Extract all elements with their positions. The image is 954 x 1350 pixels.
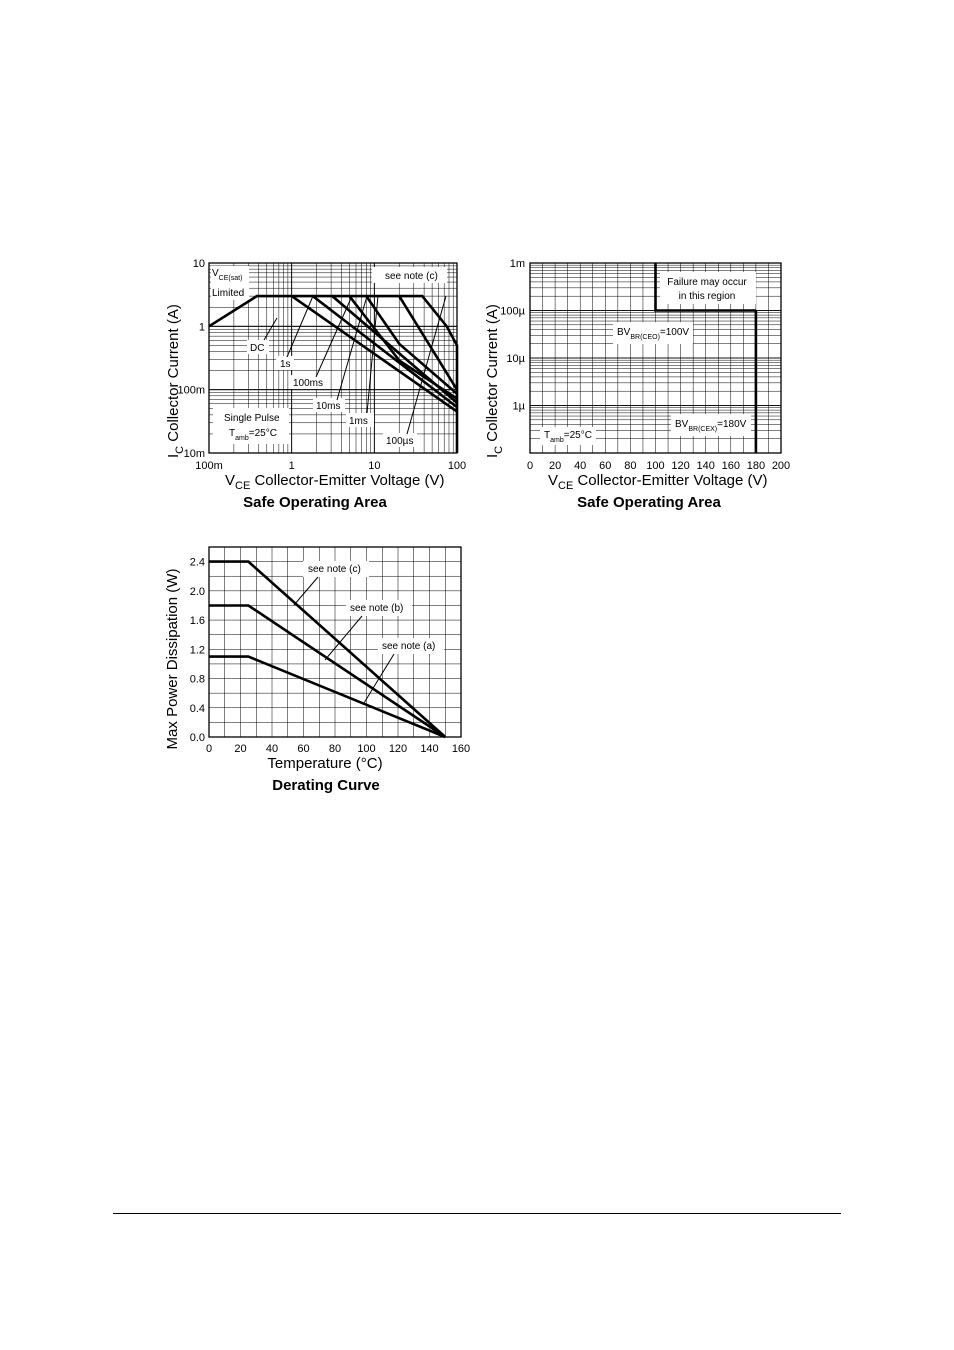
x-axis-title: $V_{CE}$ Collector-Emitter Voltage (V): [225, 472, 445, 492]
note-b-label: see note (b): [350, 603, 404, 614]
x-tick-label-4: 80: [624, 460, 637, 472]
chart-title: Safe Operating Area: [243, 494, 387, 511]
x-tick-label-5: 100: [357, 743, 376, 755]
tamb-label: $T_{amb}=25^\circ C$: [544, 430, 592, 444]
y-axis-title: Max Power Dissipation (W): [164, 568, 181, 750]
y-tick-label-5: 2.0: [189, 585, 205, 598]
x-tick-label-10: 200: [771, 460, 791, 472]
y-axis-title: $I_C$ Collector Current (A): [165, 304, 186, 458]
soa-log-series-4: [349, 296, 457, 394]
x-tick-label-7: 140: [420, 743, 439, 755]
chart-title: Safe Operating Area: [577, 494, 721, 511]
single-pulse-label: Single Pulse: [224, 413, 280, 424]
y-tick-label-1: 100m: [177, 384, 205, 397]
x-tick-label-1: 20: [548, 460, 562, 472]
derating-chart: [164, 547, 470, 794]
note-a-label: see note (a): [382, 641, 436, 652]
x-tick-label-3: 60: [297, 743, 310, 755]
one-ms-series-label: 1ms: [349, 416, 368, 427]
x-tick-label-1: 1: [288, 460, 295, 472]
x-tick-label-0: 100m: [195, 460, 223, 472]
dc-series-label: DC: [250, 343, 265, 354]
x-tick-label-7: 140: [696, 460, 715, 472]
hundred-us-series-label: 100µs: [386, 436, 414, 447]
derating-series-2: [209, 657, 445, 737]
chart-title: Derating Curve: [272, 777, 380, 794]
hundred-ms-series-label: 100ms: [293, 378, 324, 389]
x-axis-title: Temperature (°C): [267, 755, 383, 772]
y-axis-title: $I_C$ Collector Current (A): [484, 304, 505, 458]
failure-label-line2: in this region: [678, 291, 736, 302]
x-tick-label-6: 120: [671, 460, 690, 472]
y-tick-label-2: 0.8: [189, 673, 205, 686]
y-tick-label-3: 10: [192, 258, 205, 270]
hundred-ms-leader: [316, 296, 352, 377]
bvceo-label: $BV_{BR(CEO)}=100V$: [617, 327, 690, 341]
x-tick-label-6: 120: [388, 743, 408, 755]
y-tick-label-4: 1.6: [189, 615, 205, 628]
x-tick-label-3: 60: [599, 460, 612, 472]
see-note-c-label: see note (c): [385, 271, 438, 282]
y-tick-label-0: 0.0: [189, 732, 205, 744]
y-tick-label-2: 1: [198, 321, 205, 334]
x-axis-title: $V_{CE}$ Collector-Emitter Voltage (V): [548, 472, 768, 492]
y-tick-label-2: 100µ: [500, 305, 525, 318]
x-tick-label-8: 160: [721, 460, 740, 472]
derating-series-1: [209, 606, 445, 738]
x-tick-label-3: 100: [447, 460, 467, 472]
x-tick-label-0: 0: [205, 743, 213, 755]
soa-log-series-0: [209, 296, 457, 412]
y-tick-label-0: 10m: [183, 448, 205, 460]
x-tick-label-1: 20: [234, 743, 247, 755]
soa-linear-chart: [484, 258, 790, 511]
x-tick-label-4: 80: [328, 743, 342, 755]
y-tick-label-0: 1µ: [512, 400, 525, 413]
x-tick-label-9: 180: [746, 460, 766, 472]
x-tick-label-5: 100: [646, 460, 665, 472]
vcesat-label: $V_{CE(sat)}$: [212, 268, 243, 282]
failure-label-line1: Failure may occur: [667, 277, 747, 288]
y-tick-label-6: 2.4: [189, 556, 205, 569]
limited-label: Limited: [212, 288, 245, 299]
tamb-label: $T_{amb}=25^\circ C$: [229, 428, 277, 442]
note-b-leader: [325, 616, 362, 660]
y-tick-label-3: 1.2: [189, 644, 205, 657]
x-tick-label-8: 160: [451, 743, 471, 755]
x-tick-label-2: 10: [368, 460, 381, 472]
one-s-series-label: 1s: [280, 359, 291, 370]
note-c-label: see note (c): [308, 564, 361, 575]
bvcex-label: $BV_{BR(CEX)}=180V$: [675, 419, 747, 433]
soa-log-chart: [165, 258, 466, 511]
y-tick-label-1: 0.4: [189, 702, 205, 715]
x-tick-label-2: 40: [574, 460, 587, 472]
x-tick-label-2: 40: [265, 743, 279, 755]
ten-ms-series-label: 10ms: [316, 401, 341, 412]
y-tick-label-3: 1m: [509, 258, 525, 270]
footer-rule: [113, 1213, 841, 1214]
x-tick-label-0: 0: [526, 460, 534, 472]
soa-log-series-5: [366, 296, 457, 390]
y-tick-label-1: 10µ: [506, 353, 525, 365]
